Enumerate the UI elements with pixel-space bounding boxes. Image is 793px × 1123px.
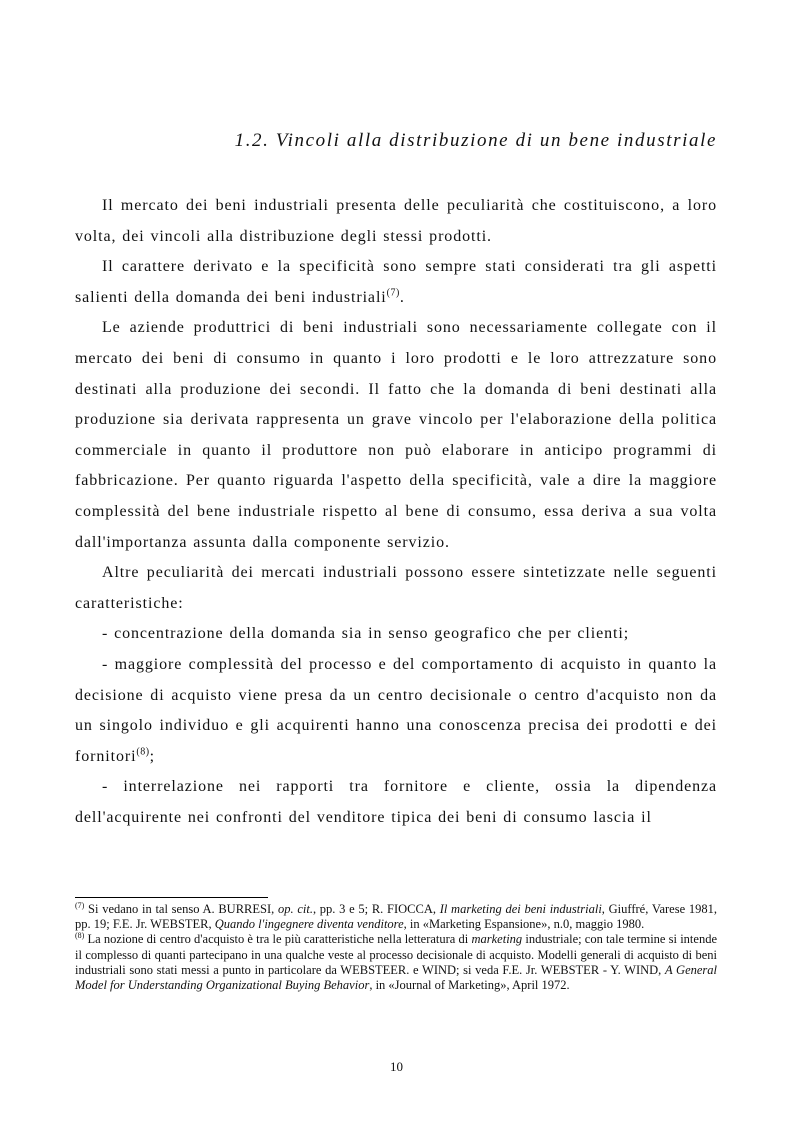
footnote-marker-7: (7)	[75, 900, 85, 910]
paragraph-intro: Il mercato dei beni industriali presenta delle peculiarità che costituiscono, a loro volta, dei vincoli alla distribuzione degli stessi prodotti.	[75, 197, 717, 245]
footnote-text: La nozione di centro d'acquisto è tra le più caratteristiche nella letteratura di	[84, 932, 472, 947]
footnote-text: Si vedano in tal senso A. BURRESI,	[84, 902, 278, 916]
footnote-7	[75, 902, 717, 932]
paragraph-end: ;	[149, 747, 155, 765]
footnote-text: industriale; con tale termine si intende il complesso di quanti partecipano in una qualche veste al processo decisionale di acquisto. Modelli generali di acquisto di beni industriali sono stati messi a punto in particolare da WEBSTEER. e WIND; si veda F.E. Jr. WEBSTER - Y. WIND,	[75, 932, 718, 977]
footnote-ref-7[interactable]: (7)	[386, 287, 400, 299]
footnote-italic: Quando l'ingegnere diventa venditore	[214, 917, 404, 932]
footnotes	[75, 902, 717, 993]
list-item-interrelation: - interrelazione nei rapporti tra fornitore e cliente, ossia la dipendenza dell'acquirente nei confronti del venditore tipica dei beni di consumo lascia il	[75, 778, 717, 826]
body-text	[75, 191, 717, 833]
list-item-buying-complexity	[75, 650, 717, 772]
paragraph-peculiarities: Altre peculiarità dei mercati industriali possono essere sintetizzate nelle seguenti caratteristiche:	[75, 564, 717, 612]
paragraph-derived-character	[75, 252, 717, 313]
paragraph-producers: Le aziende produttrici di beni industriali sono necessariamente collegate con il mercato dei beni di consumo in quanto i loro prodotti e le loro attrezzature sono destinati alla produzione dei secondi. Il fatto che la domanda di beni destinati alla produzione sia derivata rappresenta un grave vincolo per l'elaborazione della politica commerciale in quanto il produttore non può elaborare in anticipo programmi di fabbricazione. Per quanto riguarda l'aspetto della specificità, vale a dire la maggiore complessità del bene industriale rispetto al bene di consumo, essa deriva a sua volta dall'importanza assunta dalla componente servizio.	[75, 319, 717, 551]
footnote-italic: op. cit.	[277, 902, 313, 916]
footnote-ref-8[interactable]: (8)	[136, 746, 150, 758]
footnote-text: , in «Journal of Marketing», April 1972.	[369, 978, 570, 993]
footnote-italic: marketing	[471, 932, 523, 947]
paragraph-end: .	[399, 288, 405, 306]
paragraph-text: - maggiore complessità del processo e del comportamento di acquisto in quanto la decisione di acquisto viene presa da un centro decisionale o centro d'acquisto non da un singolo individuo e gli acquirenti hanno una conoscenza precisa dei prodotti e dei fornitori	[75, 655, 717, 765]
footnote-text: , in «Marketing Espansione», n.0, maggio 1980.	[403, 917, 645, 932]
footnote-8	[75, 932, 717, 993]
footnote-italic: A General Model for Understanding Organizational Buying Behavior	[75, 962, 717, 993]
page-number: 10	[390, 1059, 403, 1074]
footnote-text: , Giuffré, Varese 1981, pp. 19; F.E. Jr. WEBSTER,	[75, 902, 717, 932]
footnote-divider	[75, 897, 268, 898]
footnote-italic: Il marketing dei beni industriali	[439, 902, 602, 916]
footnote-text: , pp. 3 e 5; R. FIOCCA,	[312, 902, 440, 916]
paragraph-text: Il carattere derivato e la specificità sono sempre stati considerati tra gli aspetti salienti della domanda dei beni industriali	[75, 258, 717, 306]
list-item-demand-concentration: - concentrazione della domanda sia in senso geografico che per clienti;	[102, 625, 630, 643]
section-heading: 1.2. Vincoli alla distribuzione di un bene industriale	[234, 130, 717, 151]
footnote-marker-8: (8)	[75, 931, 85, 941]
